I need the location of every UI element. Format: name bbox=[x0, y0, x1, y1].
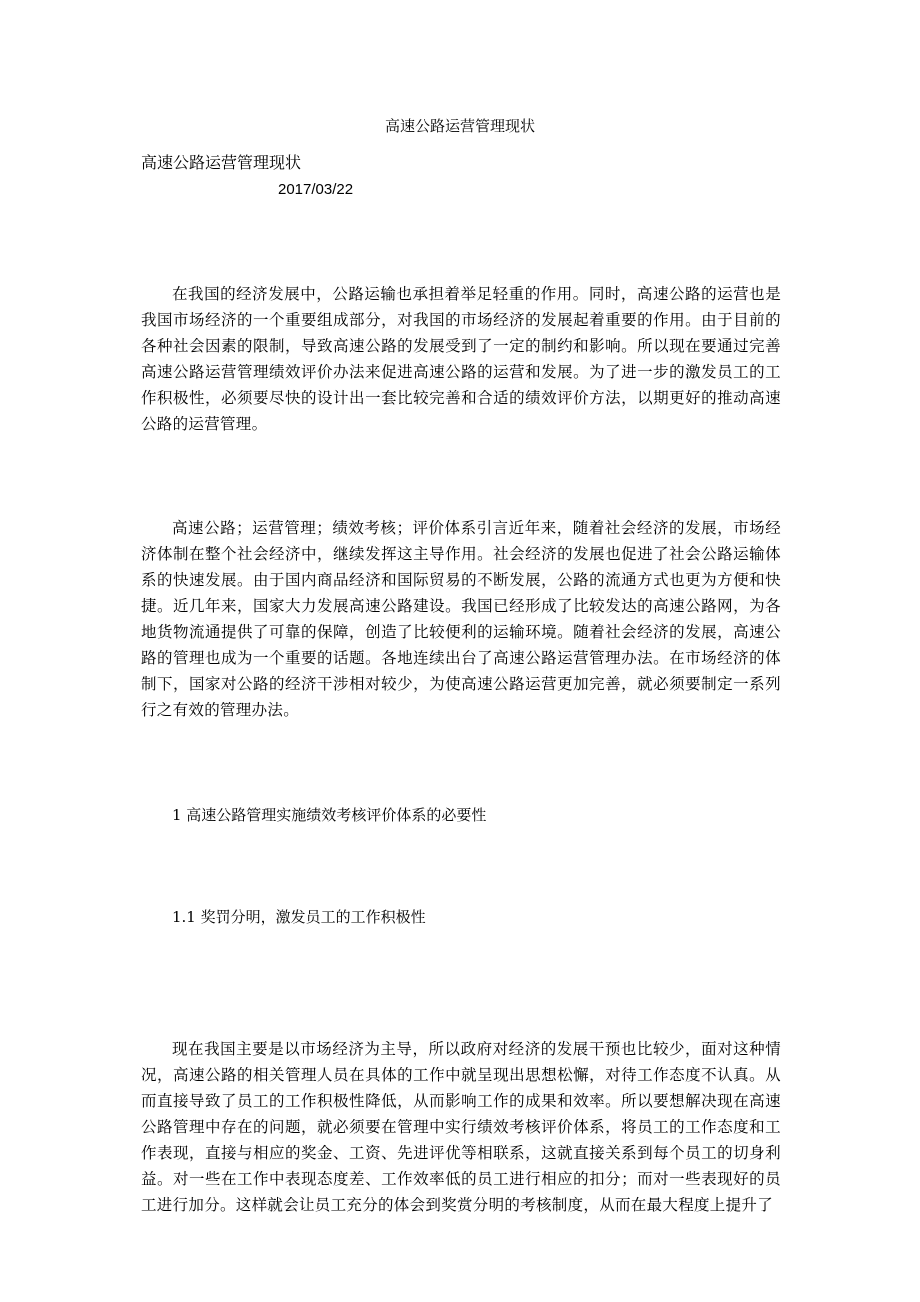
publish-date: 2017/03/22 bbox=[278, 181, 354, 198]
document-title: 高速公路运营管理现状 bbox=[384, 117, 535, 135]
section-heading-1-1: 1.1 奖罚分明，激发员工的工作积极性 bbox=[172, 908, 426, 926]
document-subtitle: 高速公路运营管理现状 bbox=[141, 153, 302, 172]
section-heading-1: 1 高速公路管理实施绩效考核评价体系的必要性 bbox=[172, 806, 487, 824]
body-paragraph: 现在我国主要是以市场经济为主导，所以政府对经济的发展干预也比较少，面对这种情况，高速公路的相关管理人员在具体的工作中就呈现出思想松懈，对待工作态度不认真。从而直接导致了员工的工作积极性降低，从而影响工作的成果和效率。所以要想解决现在高速公路管理中存在的问题，就必须要在管理中实行绩效考核评价体系，将员工的工作态度和工作表现，直接与相应的奖金、工资、先进评优等相联系，这就直接关系到每个员工的切身利益。对一些在工作中表现态度差、工作效率低的员工进行相应的扣分；而对一些表现好的员工进行加分。这样就会让员工充分的体会到奖赏分明的考核制度，从而在最大程度上提升了 bbox=[141, 1040, 781, 1214]
abstract-paragraph: 在我国的经济发展中，公路运输也承担着举足轻重的作用。同时，高速公路的运营也是我国市场经济的一个重要组成部分，对我国的市场经济的发展起着重要的作用。由于目前的各种社会因素的限制，导致高速公路的发展受到了一定的制约和影响。所以现在要通过完善高速公路运营管理绩效评价办法来促进高速公路的运营和发展。为了进一步的激发员工的工作积极性，必须要尽快的设计出一套比较完善和合适的绩效评价方法，以期更好的推动高速公路的运营管理。 bbox=[141, 285, 781, 433]
introduction-paragraph: 高速公路；运营管理；绩效考核；评价体系引言近年来，随着社会经济的发展，市场经济体制在整个社会经济中，继续发挥这主导作用。社会经济的发展也促进了社会公路运输体系的快速发展。由于国内商品经济和国际贸易的不断发展，公路的流通方式也更为方便和快捷。近几年来，国家大力发展高速公路建设。我国已经形成了比较发达的高速公路网，为各地货物流通提供了可靠的保障，创造了比较便利的运输环境。随着社会经济的发展，高速公路的管理也成为一个重要的话题。各地连续出台了高速公路运营管理办法。在市场经济的体制下，国家对公路的经济干涉相对较少，为使高速公路运营更加完善，就必须要制定一系列行之有效的管理办法。 bbox=[141, 519, 781, 719]
